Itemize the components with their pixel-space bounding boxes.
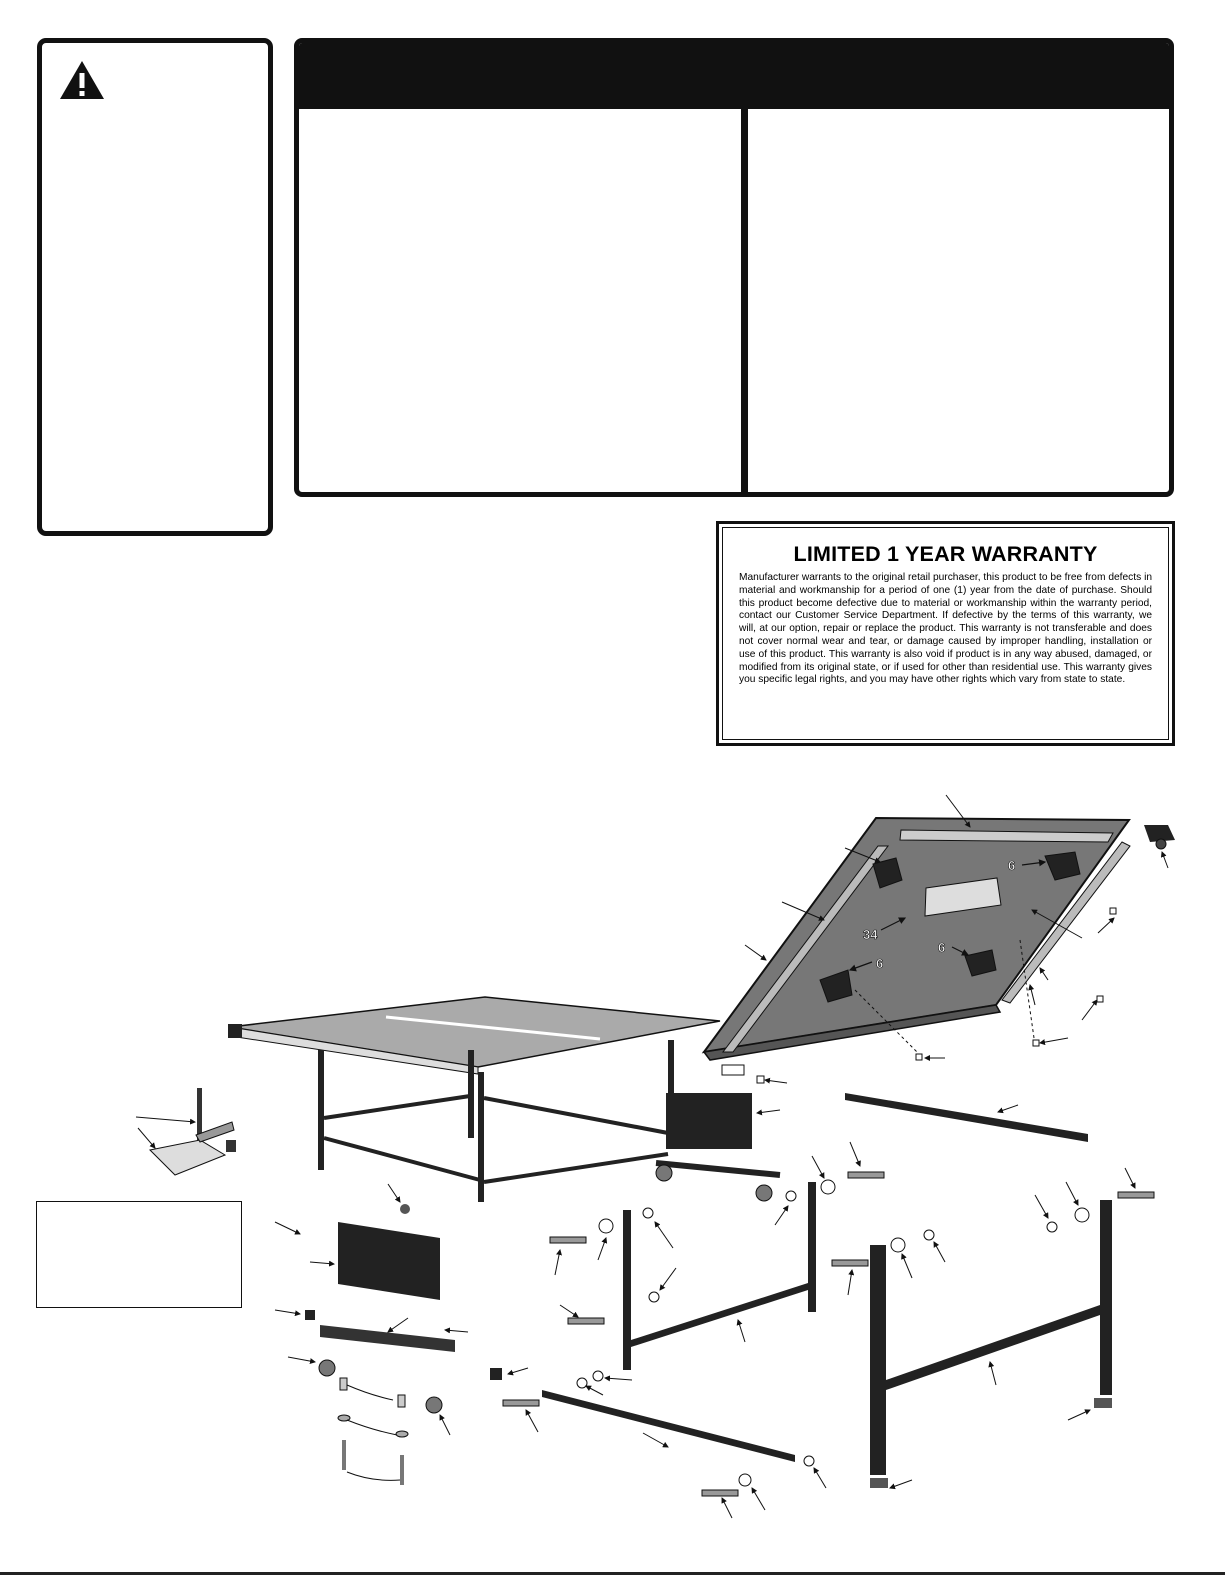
warning-triangle-icon bbox=[58, 59, 106, 101]
hardware bbox=[503, 1172, 1154, 1496]
instructions-panel bbox=[294, 38, 1174, 497]
warranty-box bbox=[716, 521, 1175, 746]
brace-count-b: 6 bbox=[938, 940, 946, 955]
warranty-title: LIMITED 1 YEAR WARRANTY bbox=[793, 542, 1098, 566]
assembly-diagram bbox=[0, 770, 1225, 1585]
panel-header-bar bbox=[299, 43, 1169, 109]
brace-count-c: 6 bbox=[876, 956, 884, 971]
panel-column-divider bbox=[741, 109, 748, 492]
warranty-text: Manufacturer warrants to the original retail purchaser, this product to be free from defects in material and workmanship for a period of one (1) year from the date of purchase. Should this product become defective due to material or workmanship within the warranty period, contact our Customer Service Department. If defective by the terms of this warranty, we will, at our option, repair or replace the product. This warranty is not transferable and does not cover normal wear and tear, or damage caused by improper handling, installation or use of this product. This warranty is also void if product is in any way abused, damaged, or modified from its original state, or if used for other than residential use. This warranty gives you specific legal rights, and you may have other rights which vary from state to state. bbox=[739, 572, 1152, 686]
screw-count: 34 bbox=[863, 927, 878, 942]
net-post-assembly bbox=[136, 1088, 236, 1175]
end-panel-parts bbox=[305, 1204, 502, 1485]
assembled-table bbox=[228, 997, 780, 1202]
brace-count-a: 6 bbox=[1008, 858, 1016, 873]
leg-frames bbox=[542, 1093, 1112, 1488]
table-half-tilted bbox=[704, 818, 1130, 1060]
page-bottom-rule bbox=[0, 1572, 1225, 1575]
warranty-inner-frame bbox=[722, 527, 1169, 740]
corner-cap bbox=[1144, 825, 1175, 868]
warning-box bbox=[37, 38, 273, 536]
